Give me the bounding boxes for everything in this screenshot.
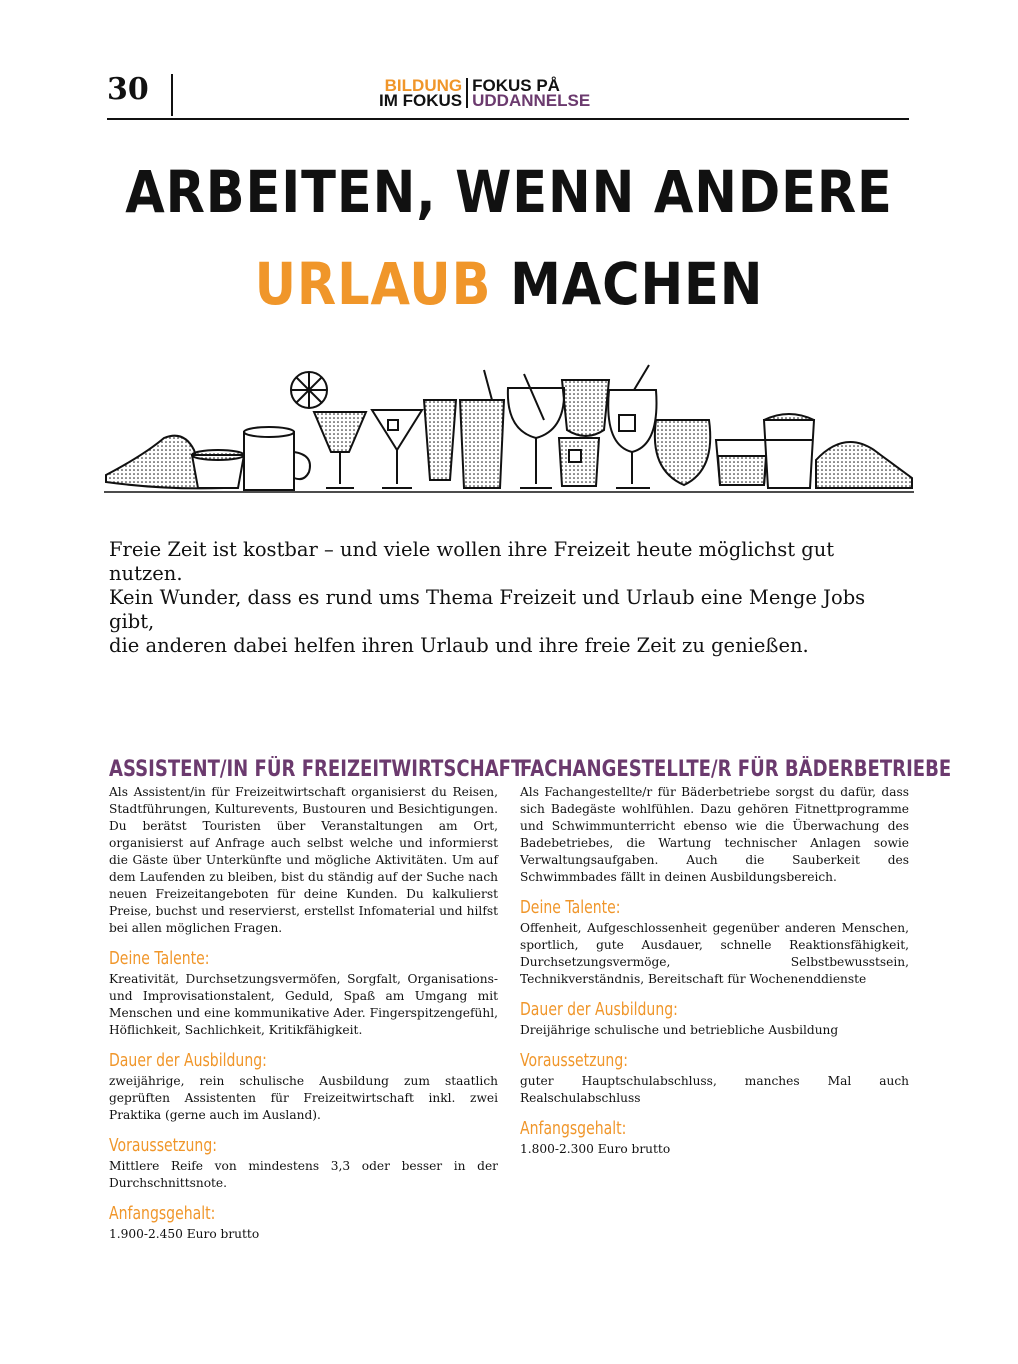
salary-text: 1.800-2.300 Euro brutto <box>520 1142 671 1156</box>
job-description: Als Assistent/in für Freizeitwirtschaft organisierst du Reisen, Stadtführungen, Kulturevents, Bustouren und Besichtigungen. Du berätst Touristen über Veranstaltungen am Ort, organisierst auf Anfrage auch selbst welche und informierst die Gäste über Unterkünfte und mögliche Aktivitäten. Um auf dem Laufenden zu bleiben, bist du ständig auf der Suche nach neuen Freizeitangeboten für deine Kunden. Du kalkulierst Preise, buchst und reservierst, erstellst Infomaterial und hilfst bei allen möglichen Fragen. <box>109 785 498 935</box>
logo-fokus-pa: FOKUS PÅ <box>472 76 560 95</box>
salary-text: 1.900-2.450 Euro brutto <box>109 1227 260 1241</box>
requirement-text: Mittlere Reife von mindestens 3,3 oder besser in der Durchschnittsnote. <box>109 1159 498 1190</box>
page-header <box>107 66 909 120</box>
requirement-label: Voraussetzung: <box>109 1135 217 1156</box>
talents-text: Kreativität, Durchsetzungsvermöfen, Sorgfalt, Organisations- und Improvisationstalent, Geduld, Spaß am Umgang mit Menschen und eine kommunikative Ader. Fingerspitzengefühl, Höflichkeit, Sachlichkeit, Kritikfähigkeit. <box>109 972 498 1037</box>
headline-rest: MACHEN <box>491 250 764 318</box>
headline-line-2 <box>61 250 957 318</box>
intro-line: Kein Wunder, dass es rund ums Thema Freizeit und Urlaub eine Menge Jobs gibt, <box>109 586 866 633</box>
headline-highlight: URLAUB <box>254 250 492 318</box>
page-number: 30 <box>107 72 149 107</box>
duration-label: Dauer der Ausbildung: <box>520 999 678 1020</box>
drinks-illustration <box>104 360 914 500</box>
talents-label: Deine Talente: <box>109 948 210 969</box>
logo-uddannelse: UDDANNELSE <box>472 91 591 110</box>
job-section-baederbetriebe <box>520 756 952 1158</box>
salary-label: Anfangsgehalt: <box>109 1203 216 1224</box>
talents-label: Deine Talente: <box>520 897 621 918</box>
job-section-freizeitwirtschaft <box>109 756 524 1243</box>
job-title: ASSISTENT/IN FÜR FREIZEITWIRTSCHAFT <box>109 757 524 782</box>
requirement-label: Voraussetzung: <box>520 1050 628 1071</box>
talents-text: Offenheit, Aufgeschlossenheit gegenüber anderen Menschen, sportlich, gute Ausdauer, schnelle Reaktionsfähigkeit, Durchsetzungsvermöge, Selbstbewusstsein, Technikverständnis, Bereitschaft für Wochenenddienste <box>520 921 909 986</box>
duration-label: Dauer der Ausbildung: <box>109 1050 267 1071</box>
logo-bildung: BILDUNG <box>384 76 463 95</box>
duration-text: Dreijährige schulische und betriebliche Ausbildung <box>520 1023 839 1037</box>
duration-text: zweijährige, rein schulische Ausbildung zum staatlich geprüften Assistenten für Freizeitwirtschaft inkl. zwei Praktika (gerne auch im Ausland). <box>109 1074 498 1122</box>
intro-text <box>109 538 909 658</box>
intro-line: die anderen dabei helfen ihren Urlaub und ihre freie Zeit zu genießen. <box>109 634 809 657</box>
logo-im-fokus: IM FOKUS <box>379 91 463 110</box>
job-title: FACHANGESTELLTE/R FÜR BÄDERBETRIEBE <box>520 757 952 782</box>
logo-divider <box>466 78 468 108</box>
magazine-logo <box>379 78 590 108</box>
job-description: Als Fachangestellte/r für Bäderbetriebe sorgst du dafür, dass sich Badegäste wohlfühlen. Dazu gehören Fitnettprogramme und Schwimmunterricht ebenso wie die Überwachung des Badebetriebes, die Wartung technischer Anlagen sowie Verwaltungsaufgaben. Auch die Sauberkeit des Schwimmbades fällt in deinen Ausbildungsbereich. <box>520 785 909 884</box>
intro-line: Freie Zeit ist kostbar – und viele wollen ihre Freizeit heute möglichst gut nutzen. <box>109 538 835 585</box>
header-divider <box>171 74 173 116</box>
requirement-text: guter Hauptschulabschluss, manches Mal auch Realschulabschluss <box>520 1074 909 1105</box>
salary-label: Anfangsgehalt: <box>520 1118 627 1139</box>
headline-line-1: ARBEITEN, WENN ANDERE <box>125 158 893 226</box>
